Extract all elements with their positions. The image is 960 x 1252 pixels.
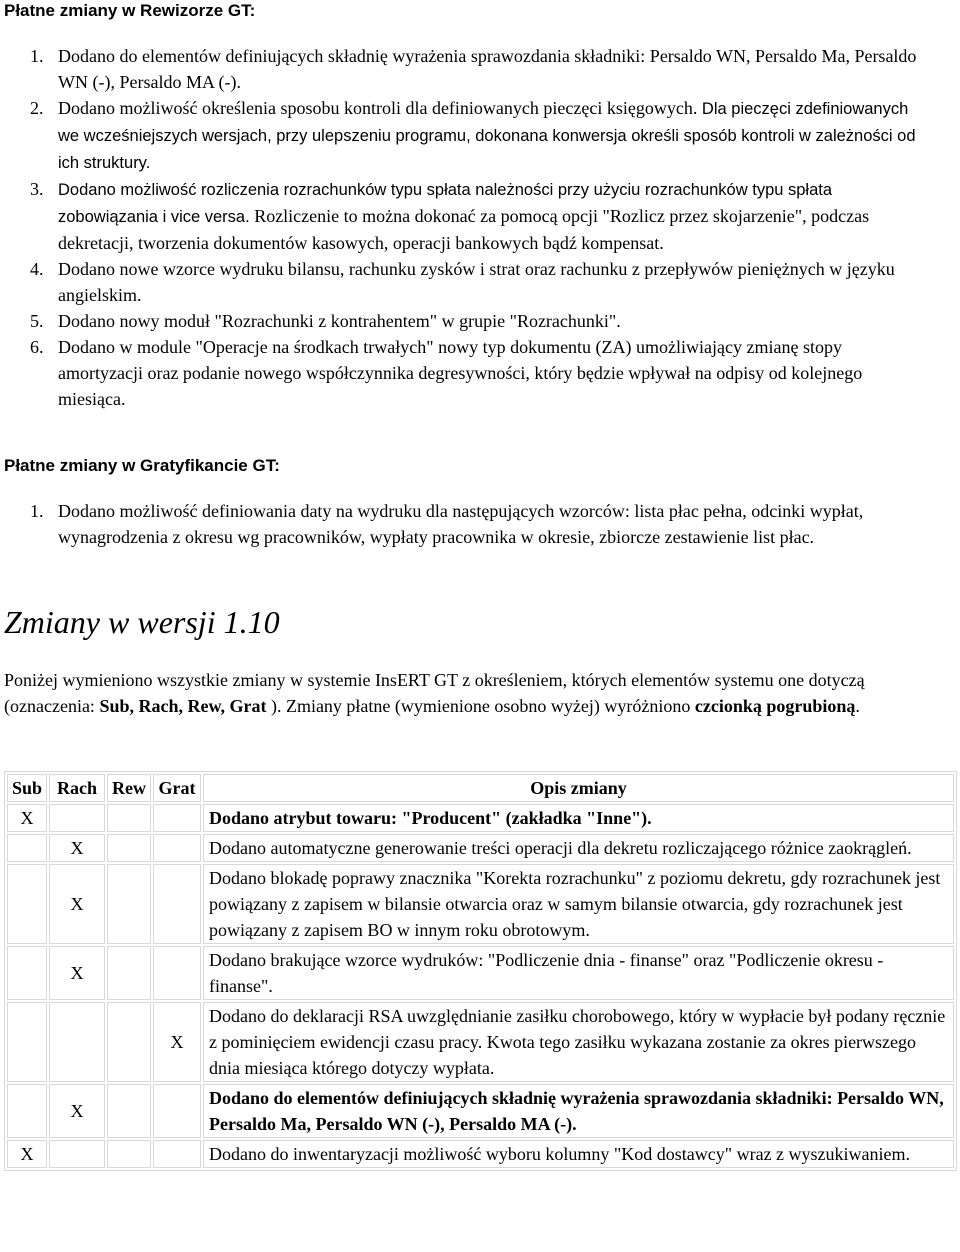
column-header-sub: Sub [7,774,47,802]
cell-grat [153,946,201,1000]
cell-description: Dodano atrybut towaru: "Producent" (zakładka "Inne"). [203,804,954,832]
list-item [0,308,930,334]
table-row [7,1002,954,1082]
cell-rew [107,1084,151,1138]
list-item-text-note: Dla pieczęci zdefiniowanych we wcześniejszych wersjach, przy ulepszeniu programu, dokonana konwersja określi sposób kontroli w zależności od ich struktury. [58,100,916,172]
list-item-text: Dodano do elementów definiujących składnię wyrażenia sprawozdania składniki: Persaldo WN, Persaldo Ma, Persaldo WN (-), Persaldo MA (-). [58,46,917,92]
cell-grat [153,834,201,862]
list-item-text: Dodano nowy moduł "Rozrachunki z kontrahentem" w grupie "Rozrachunki". [58,311,621,331]
gratyfikant-paid-changes-heading: Płatne zmiany w Gratyfikancie GT: [4,456,280,475]
list-item-text: Dodano nowe wzorce wydruku bilansu, rachunku zysków i strat oraz rachunku z przepływów pieniężnych w języku angielskim. [58,259,895,305]
cell-rew [107,1002,151,1082]
cell-description: Dodano do deklaracji RSA uwzględnianie zasiłku chorobowego, który w wypłacie był podany ręcznie z pominięciem ewidencji czasu pracy. Kwota tego zasiłku wykazana zostanie za okres pierwszego dnia miesiąca którego dotyczy wypłata. [203,1002,954,1082]
cell-rach: X [49,834,105,862]
cell-rew [107,804,151,832]
list-item-text: Dodano możliwość rozliczenia rozrachunków typu spłata należności przy użyciu rozrachunków typu spłata zobowiązania i vice versa. [58,181,833,226]
cell-description: Dodano brakujące wzorce wydruków: "Podliczenie dnia - finanse" oraz "Podliczenie okresu - finanse". [203,946,954,1000]
table-header-row [7,774,954,802]
cell-sub [7,1002,47,1082]
cell-rach: X [49,946,105,1000]
cell-grat [153,1084,201,1138]
column-header-rew: Rew [107,774,151,802]
intro-paragraph [4,667,949,719]
table-row [7,834,954,862]
column-header-grat: Grat [153,774,201,802]
list-item-text: Dodano możliwość określenia sposobu kontroli dla definiowanych pieczęci księgowych. [58,98,698,118]
intro-text: . [855,696,860,716]
list-item-number: 1. [30,501,44,521]
list-item-text-note: Rozliczenie to można dokonać za pomocą opcji "Rozlicz przez skojarzenie", podczas dekretacji, tworzenia dokumentów kasowych, operacji bankowych bądź kompensat. [58,206,870,253]
cell-rach [49,1002,105,1082]
table-body [7,804,954,1168]
list-item-number: 6. [30,337,44,357]
list-item [0,43,930,95]
cell-rew [107,864,151,944]
table-row [7,946,954,1000]
intro-text: ). Zmiany płatne (wymienione osobno wyżej) wyróżniono [266,696,695,716]
cell-description: Dodano do elementów definiujących składnię wyrażenia sprawozdania składniki: Persaldo WN, Persaldo Ma, Persaldo WN (-), Persaldo MA (-). [203,1084,954,1138]
cell-sub [7,864,47,944]
cell-rach: X [49,864,105,944]
table-row [7,1084,954,1138]
rewizor-paid-changes-heading: Płatne zmiany w Rewizorze GT: [4,1,256,20]
cell-rach [49,804,105,832]
cell-rach [49,1140,105,1168]
cell-description: Dodano blokadę poprawy znacznika "Korekta rozrachunku" z poziomu dekretu, gdy rozrachunek jest powiązany z zapisem w bilansie otwarcia oraz w samym bilansie otwarcia, gdy rozrachunek jest powiązany z zapisem BO w innym roku obrotowym. [203,864,954,944]
cell-grat [153,804,201,832]
cell-rew [107,834,151,862]
version-title: Zmiany w wersji 1.10 [4,604,280,640]
rewizor-paid-changes-list [0,43,930,412]
cell-sub [7,1084,47,1138]
cell-rew [107,946,151,1000]
column-header-opis: Opis zmiany [203,774,954,802]
cell-grat: X [153,1002,201,1082]
table-row [7,864,954,944]
column-header-rach: Rach [49,774,105,802]
cell-sub: X [7,1140,47,1168]
intro-text: Poniżej wymieniono wszystkie zmiany w systemie InsERT GT z określeniem, których elementów systemu one dotyczą (oznaczenia: [4,670,865,716]
list-item [0,498,930,550]
list-item-number: 2. [30,98,44,118]
table-row [7,1140,954,1168]
list-item [0,176,930,256]
list-item [0,334,930,412]
gratyfikant-paid-changes-list [0,498,930,550]
cell-description: Dodano automatyczne generowanie treści operacji dla dekretu rozliczającego różnice zaokrągleń. [203,834,954,862]
cell-rach: X [49,1084,105,1138]
list-item-number: 1. [30,46,44,66]
cell-sub [7,834,47,862]
cell-grat [153,864,201,944]
cell-sub [7,946,47,1000]
list-item-number: 4. [30,259,44,279]
list-item-text: Dodano możliwość definiowania daty na wydruku dla następujących wzorców: lista płac pełna, odcinki wypłat, wynagrodzenia z okresu wg pracowników, wypłaty pracownika w okresie, zbiorcze zestawienie list płac. [58,501,864,547]
cell-description: Dodano do inwentaryzacji możliwość wyboru kolumny "Kod dostawcy" wraz z wyszukiwaniem. [203,1140,954,1168]
cell-sub: X [7,804,47,832]
list-item-number: 5. [30,311,44,331]
intro-bold-note: czcionką pogrubioną [694,696,856,716]
list-item-text: Dodano w module "Operacje na środkach trwałych" nowy typ dokumentu (ZA) umożliwiający zmianę stopy amortyzacji oraz podanie nowego współczynnika degresywności, który będzie wpływał na odpisy od kolejnego miesiąca. [58,337,863,409]
list-item [0,95,930,176]
list-item-number: 3. [30,179,44,199]
list-item [0,256,930,308]
cell-rew [107,1140,151,1168]
cell-grat [153,1140,201,1168]
intro-markers: Sub, Rach, Rew, Grat [99,696,267,716]
changes-table [4,771,957,1171]
table-row [7,804,954,832]
